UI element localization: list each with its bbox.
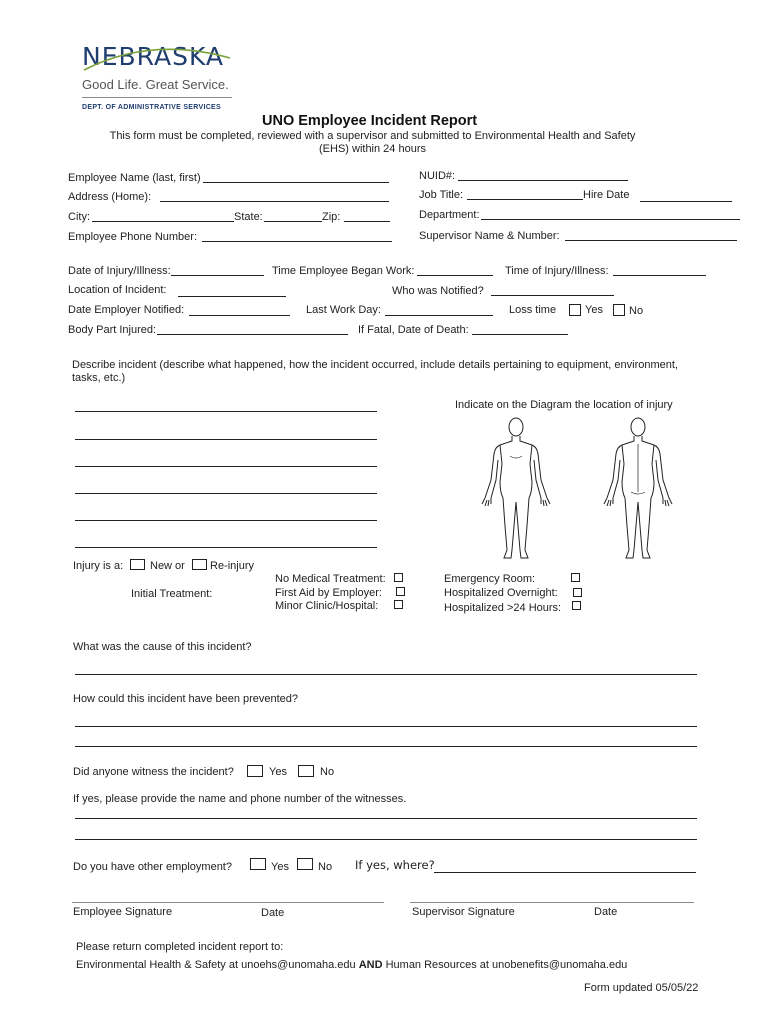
date-notified-field[interactable] [189, 315, 290, 316]
zip-label: Zip: [322, 211, 341, 223]
job-title-label: Job Title: [419, 189, 464, 201]
form-updated-date: Form updated 05/05/22 [584, 982, 699, 994]
supervisor-signature-label: Supervisor Signature [412, 906, 515, 918]
hospitalized-overnight-checkbox[interactable] [573, 588, 582, 597]
phone-label: Employee Phone Number: [68, 231, 198, 243]
prevented-question: How could this incident have been prevented? [73, 693, 299, 705]
witness-yes-checkbox[interactable] [247, 765, 263, 777]
location-field[interactable] [178, 296, 286, 297]
body-front-diagram-icon[interactable] [476, 416, 556, 562]
describe-line[interactable] [75, 520, 377, 521]
other-employment-no-label: No [318, 861, 333, 873]
witness-details-line[interactable] [75, 818, 697, 819]
witness-no-label: No [320, 766, 335, 778]
hospitalized-24-checkbox[interactable] [572, 601, 581, 610]
body-part-label: Body Part Injured: [68, 324, 157, 336]
address-label: Address (Home): [68, 191, 152, 203]
other-employment-no-checkbox[interactable] [297, 858, 313, 870]
last-work-day-field[interactable] [385, 315, 493, 316]
cause-question: What was the cause of this incident? [73, 641, 252, 653]
witness-question: Did anyone witness the incident? [73, 766, 234, 778]
logo-dept: DEPT. OF ADMINISTRATIVE SERVICES [82, 104, 221, 111]
date-notified-label: Date Employer Notified: [68, 304, 185, 316]
loss-time-no-label: No [629, 305, 644, 317]
address-field[interactable] [160, 201, 389, 202]
time-began-field[interactable] [417, 275, 493, 276]
phone-field[interactable] [202, 241, 392, 242]
logo-wordmark: NEBRASKA [82, 42, 225, 71]
if-yes-where-field[interactable] [434, 872, 696, 873]
employee-name-field[interactable] [203, 182, 389, 183]
loss-time-yes-checkbox[interactable] [569, 304, 581, 316]
describe-line[interactable] [75, 411, 377, 412]
time-injury-label: Time of Injury/Illness: [505, 265, 609, 277]
loss-time-no-checkbox[interactable] [613, 304, 625, 316]
time-injury-field[interactable] [613, 275, 706, 276]
state-label: State: [234, 211, 263, 223]
other-employment-yes-label: Yes [271, 861, 289, 873]
supervisor-date-label: Date [594, 906, 618, 918]
employee-signature-line[interactable] [72, 902, 384, 903]
witness-details-line[interactable] [75, 839, 697, 840]
new-injury-checkbox[interactable] [130, 559, 145, 570]
hire-date-label: Hire Date [583, 189, 630, 201]
minor-clinic-checkbox[interactable] [394, 600, 403, 609]
treatment-option-label: Hospitalized >24 Hours: [444, 602, 562, 614]
injury-type-label: Injury is a: [73, 560, 124, 572]
time-began-label: Time Employee Began Work: [272, 265, 415, 277]
who-notified-label: Who was Notified? [392, 285, 484, 297]
nuid-label: NUID#: [419, 170, 456, 182]
location-label: Location of Incident: [68, 284, 167, 296]
employee-date-label: Date [261, 907, 285, 919]
logo-divider [82, 97, 232, 98]
treatment-option-label: Hospitalized Overnight: [444, 587, 558, 599]
reinjury-label: Re-injury [210, 560, 255, 572]
loss-time-yes-label: Yes [585, 304, 603, 316]
if-yes-where-label: If yes, where? [355, 858, 435, 872]
zip-field[interactable] [344, 221, 390, 222]
contact-and: AND [358, 959, 383, 971]
describe-incident-line2: tasks, etc.) [72, 372, 126, 384]
city-label: City: [68, 211, 90, 223]
who-notified-field[interactable] [491, 295, 614, 296]
treatment-option-label: Minor Clinic/Hospital: [275, 600, 379, 612]
city-field[interactable] [92, 221, 234, 222]
job-title-field[interactable] [467, 199, 583, 200]
supervisor-field[interactable] [565, 240, 737, 241]
treatment-option-label: First Aid by Employer: [275, 587, 382, 599]
diagram-label: Indicate on the Diagram the location of injury [455, 399, 673, 411]
describe-line[interactable] [75, 547, 377, 548]
employee-signature-label: Employee Signature [73, 906, 173, 918]
department-field[interactable] [481, 219, 740, 220]
witness-no-checkbox[interactable] [298, 765, 314, 777]
state-field[interactable] [264, 221, 322, 222]
witness-yes-label: Yes [269, 766, 287, 778]
new-injury-label: New or [150, 560, 185, 572]
supervisor-label: Supervisor Name & Number: [419, 230, 560, 242]
ehs-contact: Environmental Health & Safety at unoehs@unomaha.edu [76, 959, 356, 971]
last-work-day-label: Last Work Day: [306, 304, 381, 316]
return-instructions: Please return completed incident report to: [76, 941, 284, 953]
no-medical-treatment-checkbox[interactable] [394, 573, 403, 582]
describe-line[interactable] [75, 493, 377, 494]
subtitle-line2: (EHS) within 24 hours [319, 143, 426, 155]
reinjury-checkbox[interactable] [192, 559, 207, 570]
employee-name-label: Employee Name (last, first) [68, 172, 201, 184]
loss-time-label: Loss time [509, 304, 557, 316]
supervisor-signature-line[interactable] [410, 902, 694, 903]
subtitle-line1: This form must be completed, reviewed with a supervisor and submitted to Environmental Health and Safety [109, 130, 636, 142]
logo-tagline: Good Life. Great Service. [82, 77, 229, 92]
initial-treatment-label: Initial Treatment: [131, 588, 213, 600]
treatment-option-label: Emergency Room: [444, 573, 536, 585]
first-aid-checkbox[interactable] [396, 587, 405, 596]
prevented-answer-line[interactable] [75, 746, 697, 747]
describe-incident-line1: Describe incident (describe what happened, how the incident occurred, include details pertaining to equipment, environment, [72, 359, 678, 371]
emergency-room-checkbox[interactable] [571, 573, 580, 582]
prevented-answer-line[interactable] [75, 726, 697, 727]
nuid-field[interactable] [458, 180, 628, 181]
describe-line[interactable] [75, 439, 377, 440]
if-fatal-label: If Fatal, Date of Death: [358, 324, 469, 336]
department-label: Department: [419, 209, 480, 221]
date-injury-label: Date of Injury/Illness: [68, 265, 171, 277]
treatment-option-label: No Medical Treatment: [275, 573, 386, 585]
cause-answer-line[interactable] [75, 674, 697, 675]
contact-line [76, 959, 627, 971]
hire-date-field[interactable] [640, 201, 732, 202]
describe-line[interactable] [75, 466, 377, 467]
date-injury-field[interactable] [171, 275, 264, 276]
witness-details-prompt: If yes, please provide the name and phone number of the witnesses. [73, 793, 407, 805]
if-fatal-field[interactable] [472, 334, 568, 335]
logo-swoosh-icon [80, 40, 240, 74]
hr-contact: Human Resources at unobenefits@unomaha.edu [385, 959, 628, 971]
body-back-diagram-icon[interactable] [598, 416, 678, 562]
page-title: UNO Employee Incident Report [262, 113, 478, 129]
other-employment-question: Do you have other employment? [73, 861, 232, 873]
body-part-field[interactable] [157, 334, 348, 335]
other-employment-yes-checkbox[interactable] [250, 858, 266, 870]
